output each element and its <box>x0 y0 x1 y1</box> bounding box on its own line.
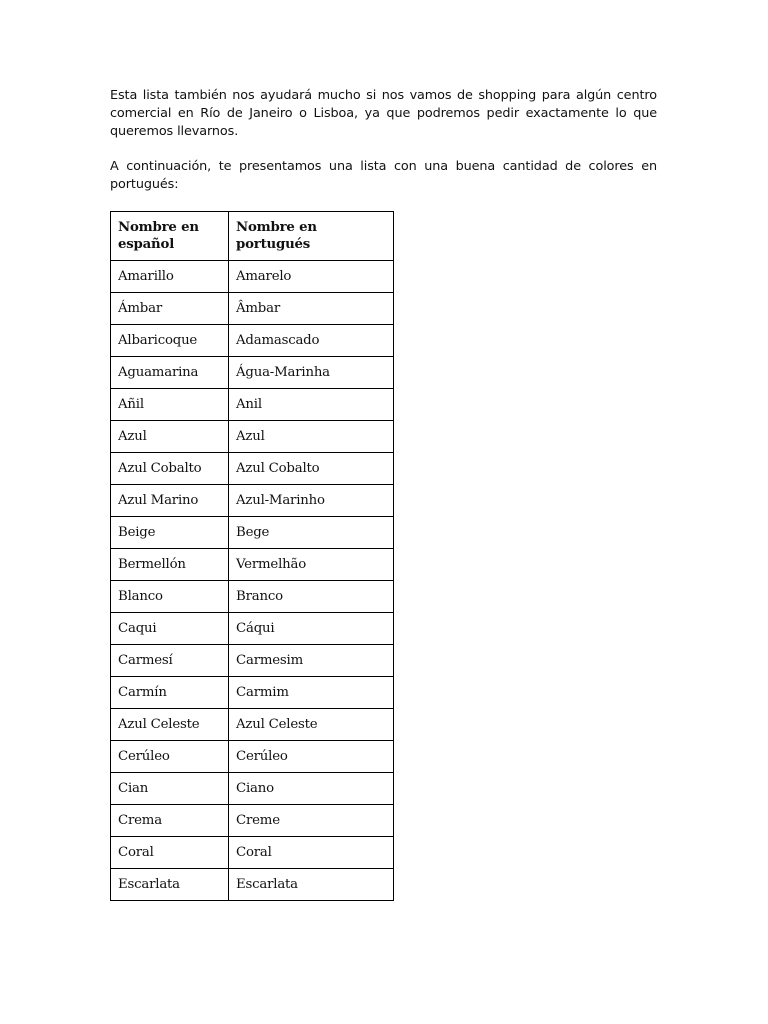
table-row <box>111 293 394 325</box>
table-body <box>111 261 394 901</box>
table-header-row <box>111 212 394 261</box>
table-row <box>111 677 394 709</box>
cell-portuguese: Adamascado <box>229 325 394 357</box>
cell-portuguese: Creme <box>229 805 394 837</box>
table-row <box>111 613 394 645</box>
cell-spanish: Carmín <box>111 677 229 709</box>
cell-portuguese: Anil <box>229 389 394 421</box>
cell-portuguese: Cerúleo <box>229 741 394 773</box>
table-row <box>111 645 394 677</box>
header-portuguese: Nombre en portugués <box>229 212 394 261</box>
cell-spanish: Bermellón <box>111 549 229 581</box>
table-row <box>111 741 394 773</box>
cell-spanish: Azul Marino <box>111 485 229 517</box>
cell-spanish: Amarillo <box>111 261 229 293</box>
cell-spanish: Albaricoque <box>111 325 229 357</box>
cell-portuguese: Carmim <box>229 677 394 709</box>
cell-spanish: Cian <box>111 773 229 805</box>
cell-portuguese: Ciano <box>229 773 394 805</box>
header-spanish: Nombre en español <box>111 212 229 261</box>
cell-spanish: Crema <box>111 805 229 837</box>
table-row <box>111 869 394 901</box>
cell-spanish: Azul <box>111 421 229 453</box>
cell-spanish: Aguamarina <box>111 357 229 389</box>
table-row <box>111 549 394 581</box>
table-row <box>111 837 394 869</box>
table-row <box>111 261 394 293</box>
cell-portuguese: Azul <box>229 421 394 453</box>
cell-spanish: Azul Celeste <box>111 709 229 741</box>
cell-spanish: Ámbar <box>111 293 229 325</box>
table-row <box>111 773 394 805</box>
cell-spanish: Blanco <box>111 581 229 613</box>
cell-portuguese: Carmesim <box>229 645 394 677</box>
cell-spanish: Carmesí <box>111 645 229 677</box>
cell-spanish: Caqui <box>111 613 229 645</box>
cell-portuguese: Cáqui <box>229 613 394 645</box>
table-row <box>111 709 394 741</box>
cell-portuguese: Vermelhão <box>229 549 394 581</box>
cell-spanish: Beige <box>111 517 229 549</box>
cell-portuguese: Água-Marinha <box>229 357 394 389</box>
table-row <box>111 357 394 389</box>
cell-portuguese: Azul Celeste <box>229 709 394 741</box>
table-row <box>111 453 394 485</box>
cell-spanish: Añil <box>111 389 229 421</box>
table-row <box>111 805 394 837</box>
cell-portuguese: Branco <box>229 581 394 613</box>
cell-portuguese: Azul-Marinho <box>229 485 394 517</box>
cell-spanish: Coral <box>111 837 229 869</box>
cell-portuguese: Coral <box>229 837 394 869</box>
colors-table <box>110 211 394 901</box>
cell-portuguese: Âmbar <box>229 293 394 325</box>
intro-paragraph-shopping: Esta lista también nos ayudará mucho si nos vamos de shopping para algún centro comercial en Río de Janeiro o Lisboa, ya que podremos pedir exactamente lo que queremos llevarnos. <box>110 88 657 139</box>
cell-spanish: Cerúleo <box>111 741 229 773</box>
table-row <box>111 485 394 517</box>
cell-spanish: Escarlata <box>111 869 229 901</box>
table-row <box>111 421 394 453</box>
table-row <box>111 325 394 357</box>
cell-portuguese: Bege <box>229 517 394 549</box>
cell-portuguese: Amarelo <box>229 261 394 293</box>
cell-spanish: Azul Cobalto <box>111 453 229 485</box>
table-row <box>111 517 394 549</box>
table-row <box>111 389 394 421</box>
cell-portuguese: Azul Cobalto <box>229 453 394 485</box>
cell-portuguese: Escarlata <box>229 869 394 901</box>
table-row <box>111 581 394 613</box>
intro-paragraph-list: A continuación, te presentamos una lista con una buena cantidad de colores en portugués: <box>110 159 657 192</box>
